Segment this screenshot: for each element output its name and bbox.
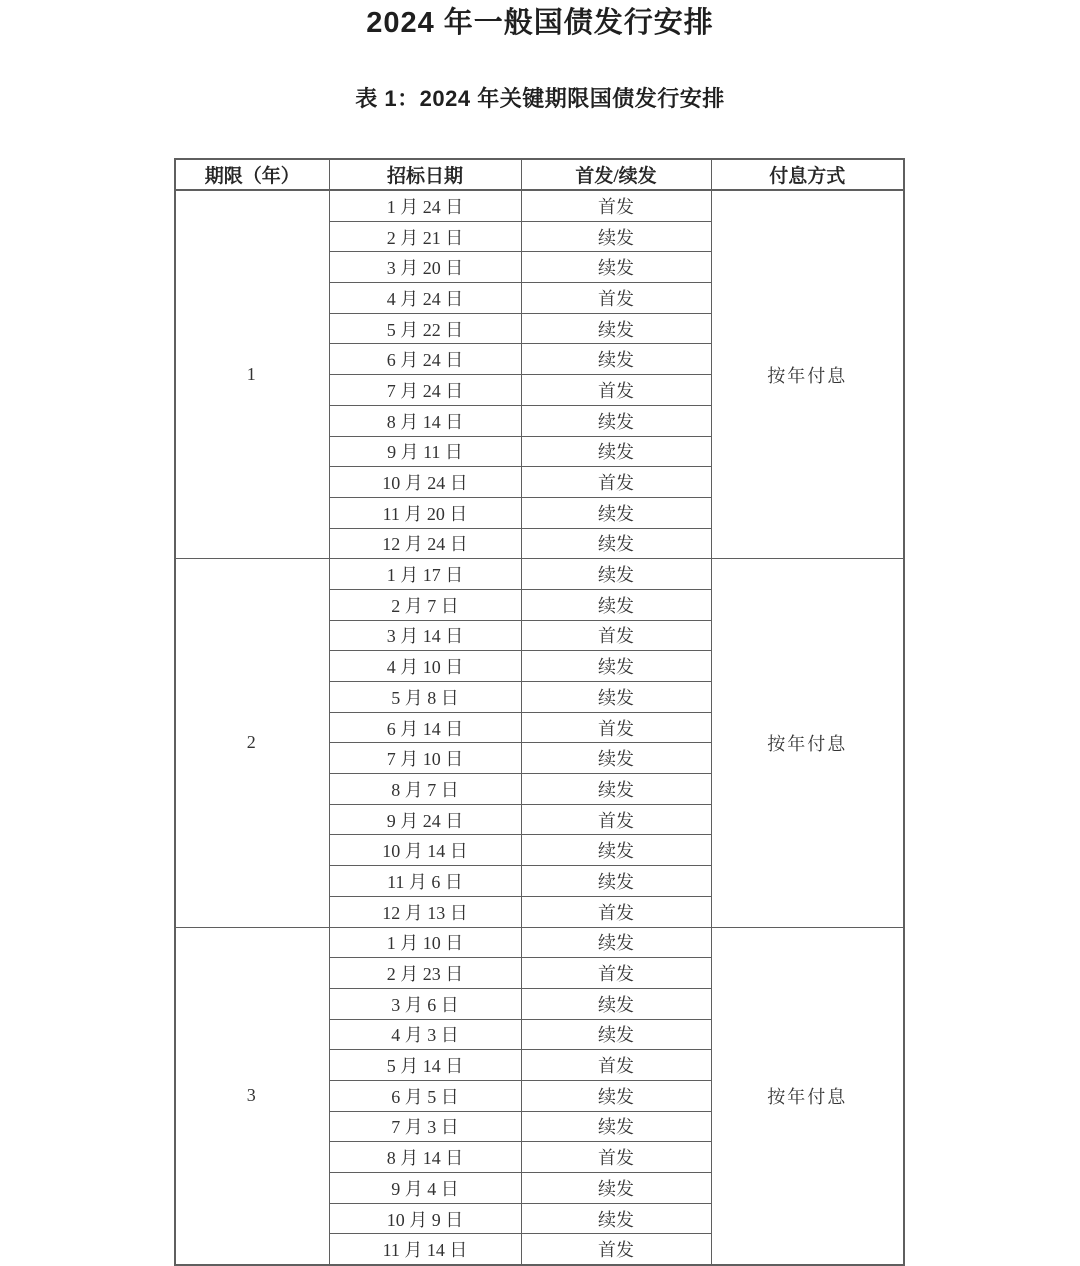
tender-date-cell: 4 月 10 日	[329, 651, 521, 682]
tender-date-cell: 6 月 14 日	[329, 712, 521, 743]
tender-date-cell: 2 月 7 日	[329, 589, 521, 620]
term-cell: 2	[175, 559, 329, 927]
issue-type-cell: 续发	[521, 1080, 711, 1111]
table-row	[175, 190, 904, 221]
payment-method-cell: 按年付息	[711, 190, 904, 559]
issue-type-cell: 续发	[521, 927, 711, 958]
tender-date-cell: 4 月 24 日	[329, 283, 521, 314]
tender-date-cell: 4 月 3 日	[329, 1019, 521, 1050]
issue-type-cell: 续发	[521, 1019, 711, 1050]
tender-date-cell: 3 月 6 日	[329, 988, 521, 1019]
col-header-issue-type: 首发/续发	[521, 159, 711, 190]
col-header-tender-date: 招标日期	[329, 159, 521, 190]
issue-type-cell: 首发	[521, 1142, 711, 1173]
bond-issuance-table	[174, 158, 905, 1266]
table-body	[175, 190, 904, 1265]
tender-date-cell: 10 月 14 日	[329, 835, 521, 866]
issue-type-cell: 首发	[521, 620, 711, 651]
issue-type-cell: 续发	[521, 405, 711, 436]
issue-type-cell: 续发	[521, 774, 711, 805]
issue-type-cell: 续发	[521, 1203, 711, 1234]
issue-type-cell: 续发	[521, 743, 711, 774]
issue-type-cell: 首发	[521, 804, 711, 835]
issue-type-cell: 续发	[521, 497, 711, 528]
issue-type-cell: 续发	[521, 221, 711, 252]
col-header-term: 期限（年）	[175, 159, 329, 190]
tender-date-cell: 5 月 8 日	[329, 682, 521, 713]
issue-type-cell: 续发	[521, 589, 711, 620]
tender-date-cell: 10 月 9 日	[329, 1203, 521, 1234]
issue-type-cell: 续发	[521, 835, 711, 866]
col-header-payment-method: 付息方式	[711, 159, 904, 190]
issue-type-cell: 首发	[521, 467, 711, 498]
issue-type-cell: 续发	[521, 344, 711, 375]
document-title: 2024 年一般国债发行安排	[366, 7, 714, 39]
issue-type-cell: 首发	[521, 958, 711, 989]
issue-type-cell: 续发	[521, 313, 711, 344]
tender-date-cell: 2 月 23 日	[329, 958, 521, 989]
tender-date-cell: 10 月 24 日	[329, 467, 521, 498]
tender-date-cell: 9 月 11 日	[329, 436, 521, 467]
issue-type-cell: 首发	[521, 1234, 711, 1265]
tender-date-cell: 5 月 22 日	[329, 313, 521, 344]
issue-type-cell: 续发	[521, 436, 711, 467]
issue-type-cell: 首发	[521, 712, 711, 743]
issue-type-cell: 首发	[521, 1050, 711, 1081]
table-header-row	[175, 159, 904, 190]
tender-date-cell: 8 月 14 日	[329, 1142, 521, 1173]
tender-date-cell: 3 月 14 日	[329, 620, 521, 651]
tender-date-cell: 11 月 6 日	[329, 866, 521, 897]
tender-date-cell: 5 月 14 日	[329, 1050, 521, 1081]
term-cell: 3	[175, 927, 329, 1265]
table-caption: 表 1：2024 年关键期限国债发行安排	[355, 86, 725, 111]
issue-type-cell: 续发	[521, 1173, 711, 1204]
issue-type-cell: 首发	[521, 283, 711, 314]
issue-type-cell: 续发	[521, 559, 711, 590]
tender-date-cell: 1 月 24 日	[329, 190, 521, 221]
tender-date-cell: 11 月 20 日	[329, 497, 521, 528]
table-row	[175, 927, 904, 958]
term-cell: 1	[175, 190, 329, 559]
payment-method-cell: 按年付息	[711, 559, 904, 927]
issue-type-cell: 首发	[521, 896, 711, 927]
tender-date-cell: 7 月 10 日	[329, 743, 521, 774]
tender-date-cell: 8 月 14 日	[329, 405, 521, 436]
tender-date-cell: 12 月 24 日	[329, 528, 521, 559]
table-row	[175, 559, 904, 590]
issue-type-cell: 续发	[521, 866, 711, 897]
issue-type-cell: 续发	[521, 1111, 711, 1142]
issue-type-cell: 续发	[521, 651, 711, 682]
tender-date-cell: 8 月 7 日	[329, 774, 521, 805]
issue-type-cell: 首发	[521, 190, 711, 221]
tender-date-cell: 7 月 3 日	[329, 1111, 521, 1142]
tender-date-cell: 11 月 14 日	[329, 1234, 521, 1265]
issue-type-cell: 续发	[521, 252, 711, 283]
tender-date-cell: 6 月 24 日	[329, 344, 521, 375]
tender-date-cell: 3 月 20 日	[329, 252, 521, 283]
tender-date-cell: 12 月 13 日	[329, 896, 521, 927]
issue-type-cell: 续发	[521, 682, 711, 713]
tender-date-cell: 1 月 17 日	[329, 559, 521, 590]
issue-type-cell: 续发	[521, 988, 711, 1019]
issue-type-cell: 首发	[521, 375, 711, 406]
payment-method-cell: 按年付息	[711, 927, 904, 1265]
tender-date-cell: 2 月 21 日	[329, 221, 521, 252]
tender-date-cell: 9 月 4 日	[329, 1173, 521, 1204]
issue-type-cell: 续发	[521, 528, 711, 559]
tender-date-cell: 7 月 24 日	[329, 375, 521, 406]
tender-date-cell: 9 月 24 日	[329, 804, 521, 835]
tender-date-cell: 1 月 10 日	[329, 927, 521, 958]
tender-date-cell: 6 月 5 日	[329, 1080, 521, 1111]
